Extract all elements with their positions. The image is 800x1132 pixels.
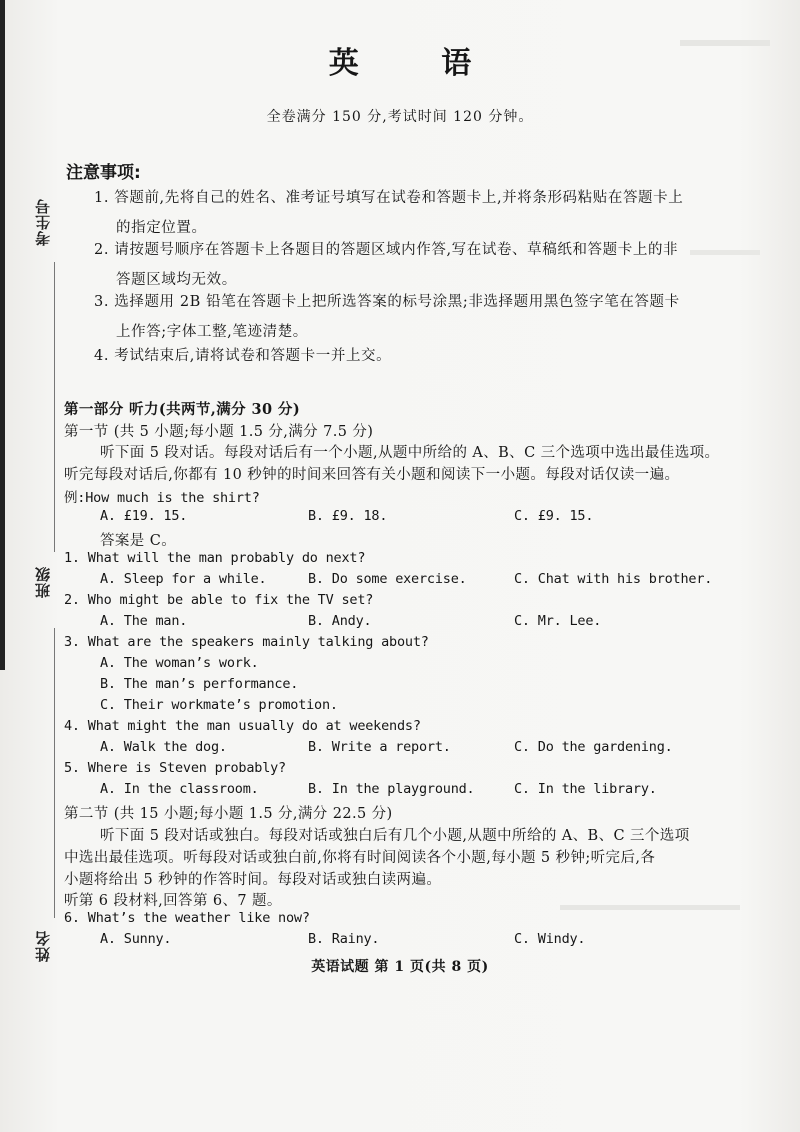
example-answer: 答案是 C。 — [100, 533, 177, 549]
notice-item-continuation: 答题区域均无效。 — [116, 272, 237, 288]
section2-instruction: 听下面 5 段对话或独白。每段对话或独白后有几个小题,从题中所给的 A、B、C 三个选项 — [100, 828, 690, 844]
binding-line — [54, 628, 55, 918]
option-b: B. The man’s performance. — [100, 676, 299, 692]
option-a: A. The man. — [100, 613, 188, 629]
section1-instruction: 听下面 5 段对话。每段对话后有一个小题,从题中所给的 A、B、C 三个选项中选出最佳选项。 — [100, 445, 720, 461]
notice-item-continuation: 的指定位置。 — [116, 220, 207, 236]
option-c: C. Chat with his brother. — [514, 571, 713, 587]
option-a: A. In the classroom. — [100, 781, 259, 797]
notice-item — [94, 290, 754, 341]
scan-edge — [0, 0, 5, 670]
notice-item-text: 3. 选择题用 2B 铅笔在答题卡上把所选答案的标号涂黑;非选择题用黑色签字笔在答题卡 — [94, 294, 680, 310]
example-option-b: B. £9. 18. — [308, 508, 388, 524]
part1-heading: 第一部分 听力(共两节,满分 30 分) — [64, 401, 301, 418]
question-text: 1. What will the man probably do next? — [64, 550, 366, 566]
option-a: A. The woman’s work. — [100, 655, 259, 671]
option-b: B. Write a report. — [308, 739, 451, 755]
side-label-name: 姓名 — [34, 930, 52, 962]
example-option-c: C. £9. 15. — [514, 508, 594, 524]
option-b: B. Andy. — [308, 613, 372, 629]
section1-instruction: 听完每段对话后,你都有 10 秒钟的时间来回答有关小题和阅读下一小题。每段对话仅读一遍。 — [64, 467, 680, 483]
page-footer: 英语试题 第 1 页(共 8 页) — [311, 959, 489, 975]
notice-heading: 注意事项: — [66, 163, 141, 183]
example-option-a: A. £19. 15. — [100, 508, 188, 524]
option-c: C. Do the gardening. — [514, 739, 673, 755]
option-c: C. In the library. — [514, 781, 657, 797]
notice-item-text: 1. 答题前,先将自己的姓名、准考证号填写在试卷和答题卡上,并将条形码粘贴在答题卡上 — [94, 190, 684, 206]
side-label-class: 班级 — [34, 566, 52, 598]
option-b: B. In the playground. — [308, 781, 475, 797]
question-text: 6. What’s the weather like now? — [64, 910, 310, 926]
option-c: C. Windy. — [514, 931, 586, 947]
section1-heading: 第一节 (共 5 小题;每小题 1.5 分,满分 7.5 分) — [64, 424, 374, 440]
example-question: 例:How much is the shirt? — [64, 490, 260, 506]
option-b: B. Do some exercise. — [308, 571, 467, 587]
binding-line — [54, 262, 55, 552]
option-c: C. Mr. Lee. — [514, 613, 602, 629]
notice-item — [94, 344, 754, 365]
section2-heading: 第二节 (共 15 小题;每小题 1.5 分,满分 22.5 分) — [64, 806, 393, 822]
question-text: 5. Where is Steven probably? — [64, 760, 286, 776]
question-text: 3. What are the speakers mainly talking about? — [64, 634, 429, 650]
notice-item — [94, 186, 754, 237]
notice-item-continuation: 上作答;字体工整,笔迹清楚。 — [116, 324, 308, 340]
page-title: 英 语 — [328, 46, 508, 81]
option-a: A. Sunny. — [100, 931, 172, 947]
section2-subheading: 听第 6 段材料,回答第 6、7 题。 — [64, 893, 282, 909]
notice-item-text: 2. 请按题号顺序在答题卡上各题目的答题区域内作答,写在试卷、草稿纸和答题卡上的非 — [94, 242, 679, 258]
option-a: A. Walk the dog. — [100, 739, 227, 755]
exam-subtitle: 全卷满分 150 分,考试时间 120 分钟。 — [266, 109, 534, 125]
option-c: C. Their workmate’s promotion. — [100, 697, 338, 713]
option-b: B. Rainy. — [308, 931, 380, 947]
notice-item-text: 4. 考试结束后,请将试卷和答题卡一并上交。 — [94, 348, 392, 364]
option-a: A. Sleep for a while. — [100, 571, 267, 587]
section2-instruction: 小题将给出 5 秒钟的作答时间。每段对话或独白读两遍。 — [64, 872, 442, 888]
section2-instruction: 中选出最佳选项。听每段对话或独白前,你将有时间阅读各个小题,每小题 5 秒钟;听完后,各 — [64, 850, 656, 866]
bleed-through-mark — [560, 905, 740, 910]
notice-item — [94, 238, 754, 289]
side-label-exam-no: 考生号 — [34, 198, 52, 246]
question-text: 4. What might the man usually do at weekends? — [64, 718, 421, 734]
question-text: 2. Who might be able to fix the TV set? — [64, 592, 374, 608]
